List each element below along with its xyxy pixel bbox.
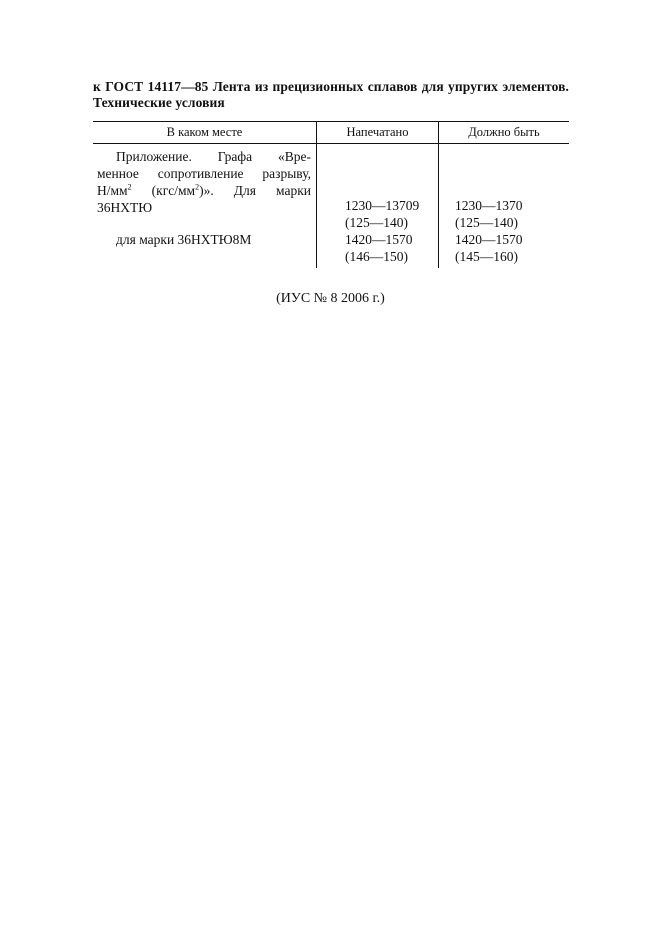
table-header-rule <box>93 143 569 144</box>
corrected-value: (145—160) <box>455 249 518 264</box>
place-description-second: для марки 36НХТЮ8М <box>116 232 252 247</box>
place-line: Приложение. Графа «Вре- <box>116 149 311 164</box>
place-line-units: $Н/мм^2$ $(кгс/мм^2)$». Для марки <box>97 182 311 198</box>
printed-value: (125—140) <box>345 215 408 230</box>
column-header-should-be: Должно быть <box>468 125 540 139</box>
corrected-value: 1230—1370 <box>455 198 523 213</box>
table-top-rule <box>93 121 569 122</box>
corrected-value: (125—140) <box>455 215 518 230</box>
corrected-value: 1420—1570 <box>455 232 523 247</box>
place-description <box>97 148 311 216</box>
errata-table <box>93 121 569 268</box>
column-header-printed: Напечатано <box>346 125 409 139</box>
place-line-grade: 36НХТЮ <box>97 200 153 215</box>
printed-value: (146—150) <box>345 249 408 264</box>
printed-value: 1230—13709 <box>345 198 420 213</box>
column-divider <box>316 121 317 268</box>
column-divider <box>438 121 439 268</box>
source-note: (ИУС № 8 2006 г.) <box>276 291 385 306</box>
column-header-place: В каком месте <box>166 125 243 139</box>
place-line: менное сопротивление разрыву, <box>97 166 311 181</box>
printed-value: 1420—1570 <box>345 232 413 247</box>
document-heading: к ГОСТ 14117—85 Лента из прецизионных сплавов для упругих элементов. Технические условия <box>93 79 569 110</box>
